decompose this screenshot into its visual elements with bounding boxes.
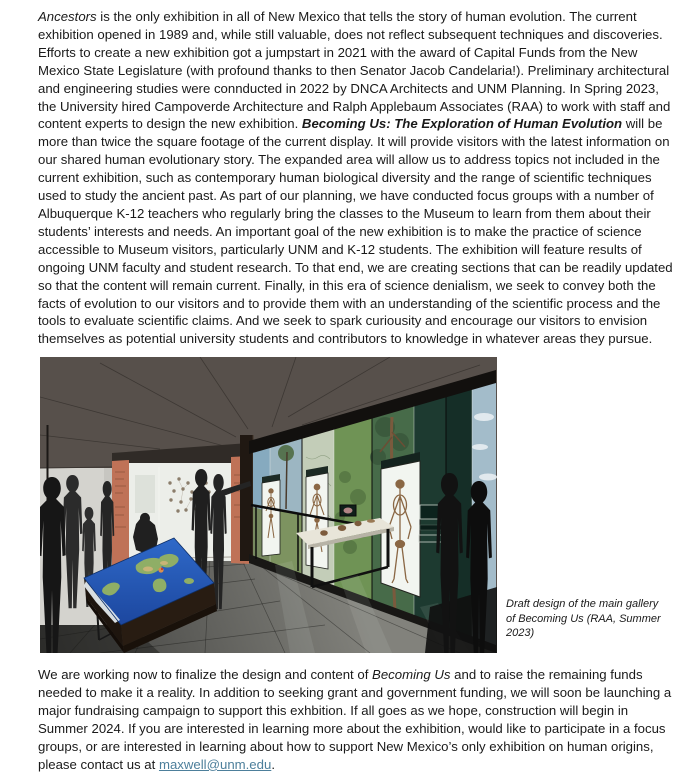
gallery-figure xyxy=(40,357,679,653)
column xyxy=(240,435,253,561)
skeleton-case-1 xyxy=(262,474,280,556)
figure-caption: Draft design of the main gallery of Becoming Us (RAA, Summer 2023) xyxy=(506,598,661,639)
gallery-rendering-image xyxy=(40,357,497,653)
exhibition-name-becoming-us-2: Becoming Us xyxy=(372,667,451,683)
intro-run-1: is the only exhibition in all of New Mexico that tells the story of human evolution. The current exhibition opened in 1989 and, while still valuable, does not reflect subsequent techniques and discoveries. Efforts to create a new exhibition got a jumpstart in 2021 with the award of Capital Funds from the New Mexico State Legislature (with profound thanks to then Senator Jacob Candelaria!). Preliminary architectural and engineering studies were connducted in 2022 by DNCA Architects and UNM Planning. In Spring 2023, the University hired Campoverde Architecture and Ralph Applebaum Associates (RAA) to work with staff and content experts to design the new exhibition. xyxy=(38,9,671,132)
intro-paragraph xyxy=(38,8,675,348)
brain-display xyxy=(340,505,356,516)
closing-run-3: . xyxy=(271,756,275,772)
closing-paragraph xyxy=(38,666,675,773)
exhibition-name-becoming-us: Becoming Us: The Exploration of Human Evolution xyxy=(301,116,623,132)
email-link[interactable]: maxwell@unm.edu xyxy=(158,756,272,772)
closing-run-1: We are working now to finalize the design and content of xyxy=(38,667,373,683)
closing-run-2: and to raise the remaining funds needed to make it a reality. In addition to seeking grant and government funding, we will soon be launching a major fundraising campaign to support this exhbition. If all goes as we hope, construction will begin in Summer 2024. If you are interested in learning more about the exhibition, would like to participate in a focus groups, or are interested in learning about how to support New Mexico’s only exhibition on human origins, please contact us at xyxy=(38,667,672,772)
exhibition-name-ancestors: Ancestors xyxy=(38,9,97,24)
intro-run-2: will be more than twice the square footage of the current display. It will provide visitors with the latest information on our shared human evolutionary story. The expanded area will allow us to address topics not included in the current exhibition, such as contemporary human biological diversity and the range of scientific techniques used to study the ancient past. As part of our planning, we have conducted focus groups with a number of Albuquerque K-12 teachers who regularly bring the classes to the Museum to learn from them about their students’ interests and needs. An important goal of the new exhibition is to make the practice of science accessible to Museum visitors, particularly UNM and K-12 students. The exhibition will feature results of ongoing UNM faculty and student research. To that end, we are creating sections that can be readily updated so that the content will remain current. Finally, in this era of science denialism, we seek to convey both the facts of evolution to our visitors and to provide them with an understanding of the scientific process and the tools to evaluate scientific claims. And we seek to spark curiousity and encourage our visitors to envision themselves as potential university students and contributors to knowledge in whatever areas they pursue. xyxy=(38,116,673,347)
